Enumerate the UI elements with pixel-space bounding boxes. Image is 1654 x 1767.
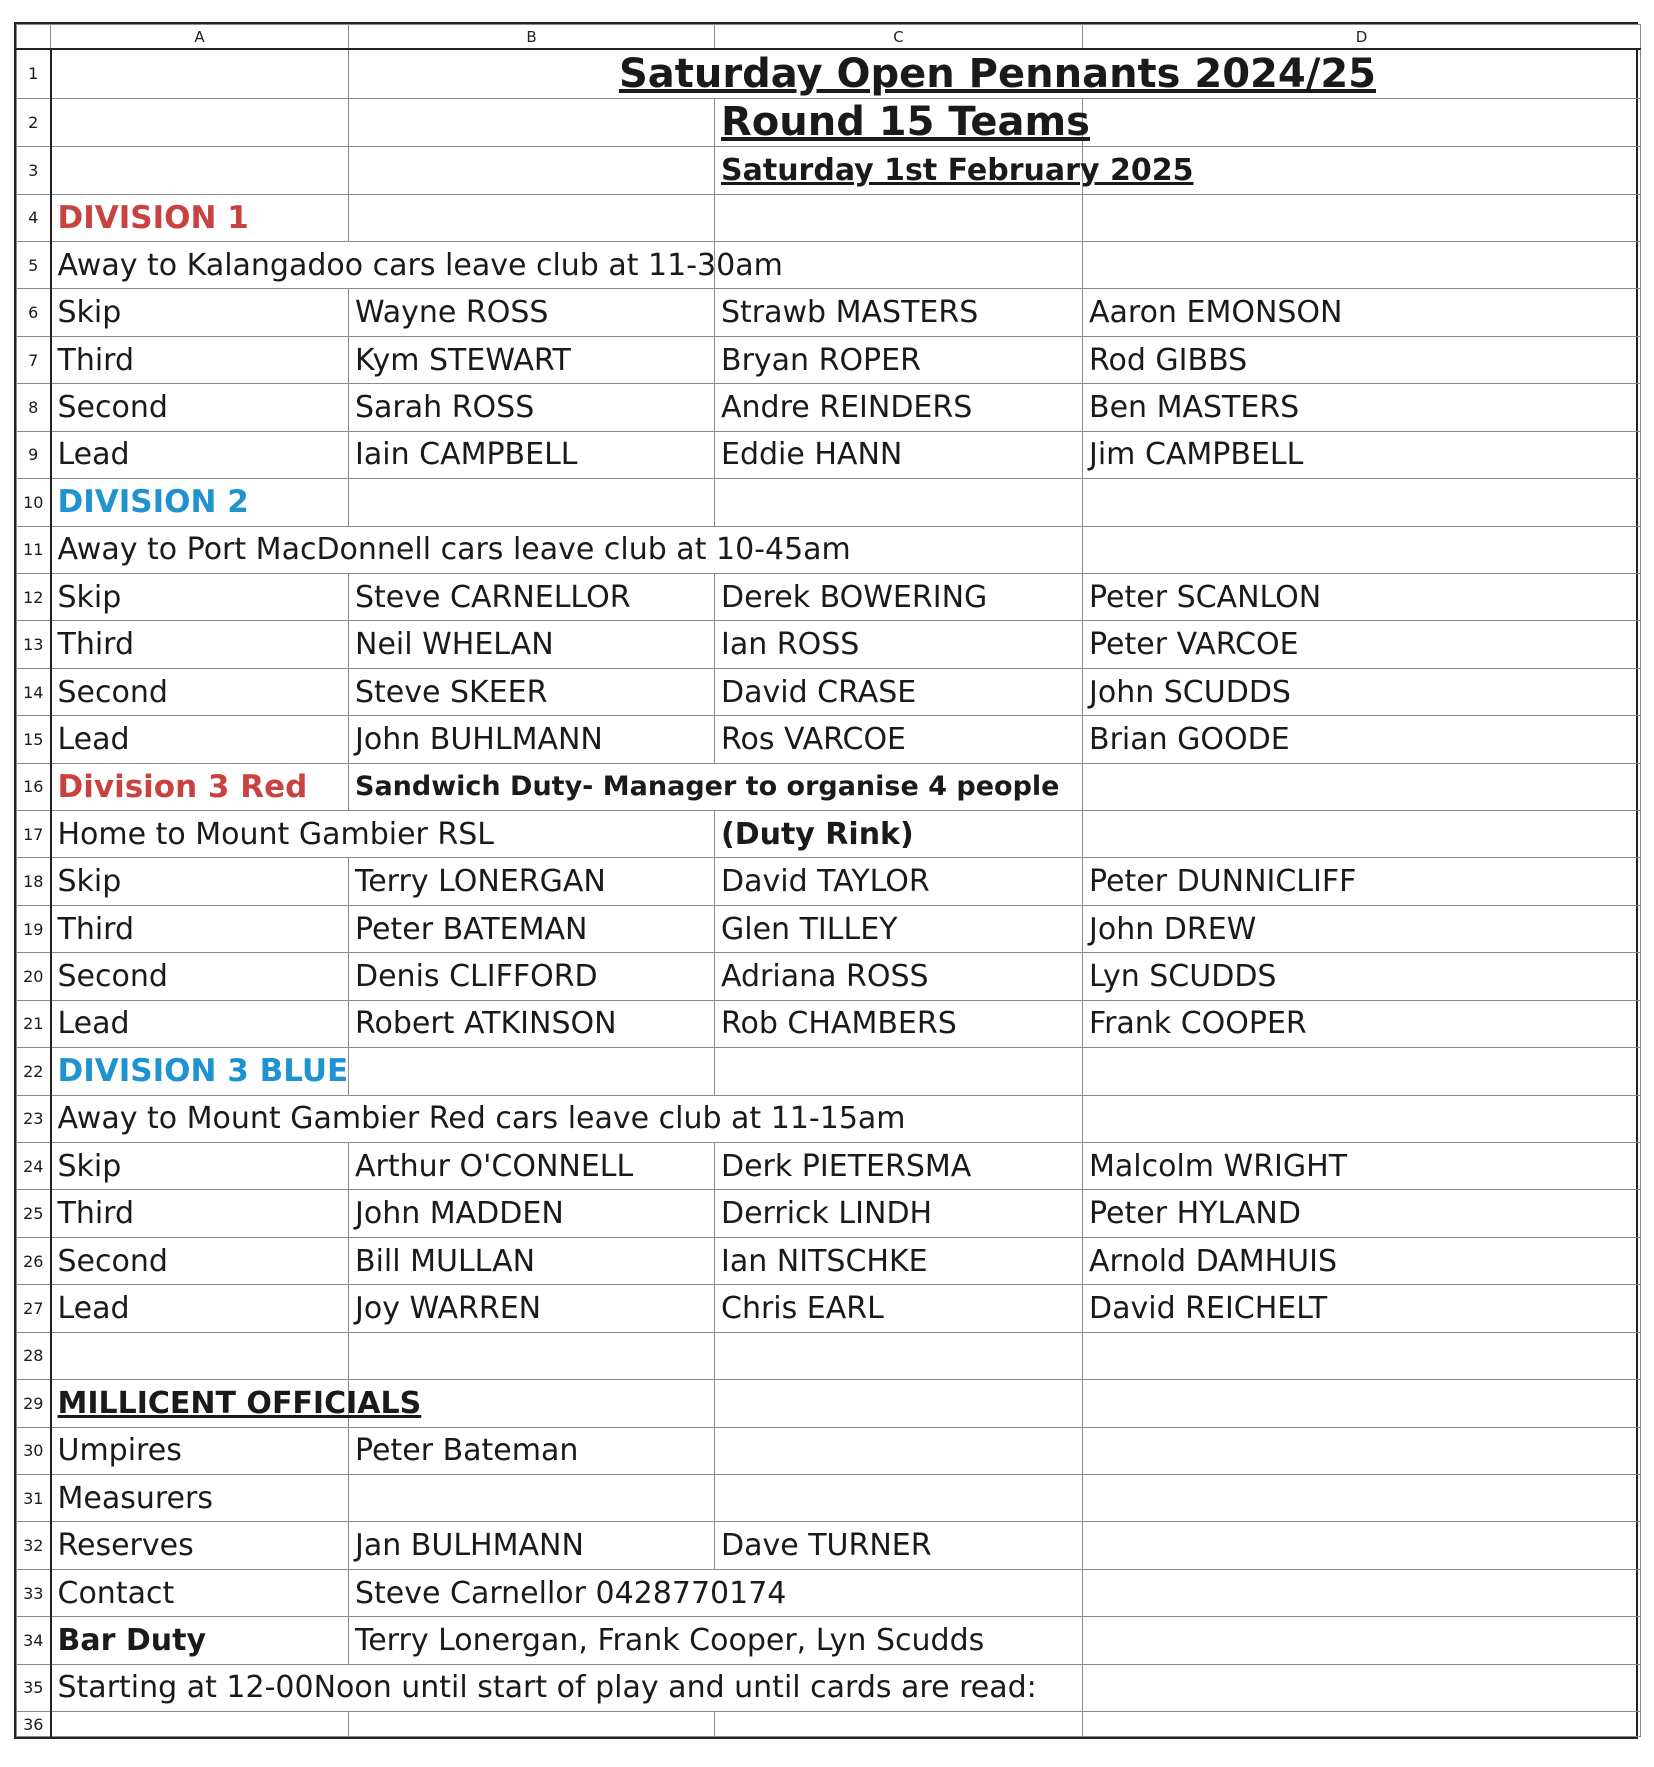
position-cell[interactable]: Third xyxy=(51,1190,349,1237)
player-cell[interactable]: Wayne ROSS xyxy=(349,289,715,336)
cell-b31[interactable] xyxy=(349,1474,715,1521)
division-2-info[interactable]: Away to Port MacDonnell cars leave club at 10-45am xyxy=(51,526,1083,573)
team-row xyxy=(17,289,1641,336)
player-cell[interactable]: Jim CAMPBELL xyxy=(1083,431,1641,478)
row-number[interactable]: 34 xyxy=(17,1617,51,1664)
row-number[interactable]: 27 xyxy=(17,1285,51,1332)
column-header-c[interactable]: C xyxy=(715,25,1083,50)
cell-c10[interactable] xyxy=(715,479,1083,526)
player-cell[interactable]: Ian ROSS xyxy=(715,621,1083,668)
player-cell[interactable]: Frank COOPER xyxy=(1083,1000,1641,1047)
cell-d5[interactable] xyxy=(1083,242,1641,289)
cell-a1[interactable] xyxy=(51,49,349,98)
position-cell[interactable]: Second xyxy=(51,953,349,1000)
player-cell[interactable]: Terry LONERGAN xyxy=(349,858,715,905)
team-row xyxy=(17,621,1641,668)
position-cell[interactable]: Third xyxy=(51,905,349,952)
cell-c30[interactable] xyxy=(715,1427,1083,1474)
cell-d31[interactable] xyxy=(1083,1474,1641,1521)
cell-d36[interactable] xyxy=(1083,1712,1641,1737)
row-4 xyxy=(17,194,1641,241)
cell-d35[interactable] xyxy=(1083,1664,1641,1711)
row-10 xyxy=(17,479,1641,526)
cell-d4[interactable] xyxy=(1083,194,1641,241)
cell-b2[interactable] xyxy=(349,98,715,146)
player-cell[interactable]: Peter SCANLON xyxy=(1083,573,1641,620)
team-row xyxy=(17,1237,1641,1284)
player-cell[interactable]: Steve CARNELLOR xyxy=(349,573,715,620)
row-number[interactable]: 1 xyxy=(17,49,51,98)
player-cell[interactable]: John DREW xyxy=(1083,905,1641,952)
division-3-red-heading[interactable]: Division 3 Red xyxy=(51,763,349,810)
cell-c22[interactable] xyxy=(715,1048,1083,1095)
row-number[interactable]: 7 xyxy=(17,336,51,383)
row-33 xyxy=(17,1569,1641,1616)
team-row xyxy=(17,953,1641,1000)
player-cell[interactable]: Peter HYLAND xyxy=(1083,1190,1641,1237)
row-number[interactable]: 25 xyxy=(17,1190,51,1237)
cell-b3[interactable] xyxy=(349,147,715,194)
contact-label[interactable]: Contact xyxy=(51,1569,349,1616)
cell-b10[interactable] xyxy=(349,479,715,526)
row-number[interactable]: 26 xyxy=(17,1237,51,1284)
player-cell[interactable]: Ros VARCOE xyxy=(715,716,1083,763)
position-cell[interactable]: Third xyxy=(51,336,349,383)
cell-d17[interactable] xyxy=(1083,811,1641,858)
row-number[interactable]: 36 xyxy=(17,1712,51,1737)
division-1-heading[interactable]: DIVISION 1 xyxy=(51,194,349,241)
sandwich-duty-note[interactable]: Sandwich Duty- Manager to organise 4 people xyxy=(349,763,1083,810)
round-title[interactable]: Round 15 Teams xyxy=(715,98,1083,146)
row-23 xyxy=(17,1095,1641,1142)
row-number[interactable]: 6 xyxy=(17,289,51,336)
player-cell[interactable]: Ben MASTERS xyxy=(1083,384,1641,431)
team-row xyxy=(17,1285,1641,1332)
cell-d2[interactable] xyxy=(1083,98,1641,146)
row-number[interactable]: 16 xyxy=(17,763,51,810)
reserve-player-2[interactable]: Dave TURNER xyxy=(715,1522,1083,1569)
date-subtitle[interactable]: Saturday 1st February 2025 xyxy=(715,147,1083,194)
cell-a28[interactable] xyxy=(51,1332,349,1379)
reserve-player-1[interactable]: Jan BULHMANN xyxy=(349,1522,715,1569)
row-number[interactable]: 5 xyxy=(17,242,51,289)
row-22 xyxy=(17,1048,1641,1095)
team-row xyxy=(17,716,1641,763)
cell-a36[interactable] xyxy=(51,1712,349,1737)
player-cell[interactable]: Peter DUNNICLIFF xyxy=(1083,858,1641,905)
row-number[interactable]: 24 xyxy=(17,1143,51,1190)
team-row xyxy=(17,1143,1641,1190)
cell-b36[interactable] xyxy=(349,1712,715,1737)
player-cell[interactable]: Bryan ROPER xyxy=(715,336,1083,383)
player-cell[interactable]: Adriana ROSS xyxy=(715,953,1083,1000)
player-cell[interactable]: Robert ATKINSON xyxy=(349,1000,715,1047)
player-cell[interactable]: Glen TILLEY xyxy=(715,905,1083,952)
sheet-title[interactable]: Saturday Open Pennants 2024/25 xyxy=(349,49,1641,98)
row-36 xyxy=(17,1712,1641,1737)
player-cell[interactable]: Joy WARREN xyxy=(349,1285,715,1332)
division-2-heading[interactable]: DIVISION 2 xyxy=(51,479,349,526)
row-5 xyxy=(17,242,1641,289)
division-3-blue-info[interactable]: Away to Mount Gambier Red cars leave club at 11-15am xyxy=(51,1095,1083,1142)
player-cell[interactable]: Sarah ROSS xyxy=(349,384,715,431)
player-cell[interactable]: Lyn SCUDDS xyxy=(1083,953,1641,1000)
player-cell[interactable]: Steve SKEER xyxy=(349,668,715,715)
row-number[interactable]: 32 xyxy=(17,1522,51,1569)
column-header-a[interactable]: A xyxy=(51,25,349,50)
team-row xyxy=(17,1190,1641,1237)
row-16 xyxy=(17,763,1641,810)
player-cell[interactable]: Derek BOWERING xyxy=(715,573,1083,620)
player-cell[interactable]: Ian NITSCHKE xyxy=(715,1237,1083,1284)
row-number[interactable]: 4 xyxy=(17,194,51,241)
row-30 xyxy=(17,1427,1641,1474)
cell-d33[interactable] xyxy=(1083,1569,1641,1616)
cell-c29[interactable] xyxy=(715,1380,1083,1427)
player-cell[interactable]: Strawb MASTERS xyxy=(715,289,1083,336)
player-cell[interactable]: Neil WHELAN xyxy=(349,621,715,668)
row-34 xyxy=(17,1617,1641,1664)
corner-cell[interactable] xyxy=(17,25,51,50)
player-cell[interactable]: Eddie HANN xyxy=(715,431,1083,478)
row-number[interactable]: 2 xyxy=(17,98,51,146)
row-number[interactable]: 31 xyxy=(17,1474,51,1521)
player-cell[interactable]: Bill MULLAN xyxy=(349,1237,715,1284)
position-cell[interactable]: Skip xyxy=(51,573,349,620)
position-cell[interactable]: Second xyxy=(51,1237,349,1284)
row-number[interactable]: 9 xyxy=(17,431,51,478)
position-cell[interactable]: Second xyxy=(51,668,349,715)
spreadsheet xyxy=(14,22,1638,1739)
cell-b28[interactable] xyxy=(349,1332,715,1379)
cell-b4[interactable] xyxy=(349,194,715,241)
player-cell[interactable]: David TAYLOR xyxy=(715,858,1083,905)
position-cell[interactable]: Lead xyxy=(51,1000,349,1047)
row-number[interactable]: 13 xyxy=(17,621,51,668)
player-cell[interactable]: Denis CLIFFORD xyxy=(349,953,715,1000)
officials-heading[interactable]: MILLICENT OFFICIALS xyxy=(51,1380,349,1427)
cell-c36[interactable] xyxy=(715,1712,1083,1737)
player-cell[interactable]: Aaron EMONSON xyxy=(1083,289,1641,336)
player-cell[interactable]: Arnold DAMHUIS xyxy=(1083,1237,1641,1284)
position-cell[interactable]: Third xyxy=(51,621,349,668)
row-number[interactable]: 19 xyxy=(17,905,51,952)
cell-c31[interactable] xyxy=(715,1474,1083,1521)
row-number[interactable]: 14 xyxy=(17,668,51,715)
position-cell[interactable]: Skip xyxy=(51,289,349,336)
team-row xyxy=(17,1000,1641,1047)
position-cell[interactable]: Lead xyxy=(51,1285,349,1332)
row-number[interactable]: 33 xyxy=(17,1569,51,1616)
contact-value[interactable]: Steve Carnellor 0428770174 xyxy=(349,1569,1083,1616)
row-number[interactable]: 29 xyxy=(17,1380,51,1427)
duty-rink-label[interactable]: (Duty Rink) xyxy=(715,811,1083,858)
team-row xyxy=(17,905,1641,952)
row-number[interactable]: 17 xyxy=(17,811,51,858)
player-cell[interactable]: Andre REINDERS xyxy=(715,384,1083,431)
player-cell[interactable]: John SCUDDS xyxy=(1083,668,1641,715)
player-cell[interactable]: Chris EARL xyxy=(715,1285,1083,1332)
bar-duty-label[interactable]: Bar Duty xyxy=(51,1617,349,1664)
player-cell[interactable]: Arthur O'CONNELL xyxy=(349,1143,715,1190)
row-28 xyxy=(17,1332,1641,1379)
bar-duty-value[interactable]: Terry Lonergan, Frank Cooper, Lyn Scudds xyxy=(349,1617,1083,1664)
division-1-info[interactable]: Away to Kalangadoo cars leave club at 11-30am xyxy=(51,242,715,289)
column-header-b[interactable]: B xyxy=(349,25,715,50)
measurers-label[interactable]: Measurers xyxy=(51,1474,349,1521)
bar-duty-times[interactable]: Starting at 12-00Noon until start of play and until cards are read: xyxy=(51,1664,1083,1711)
row-number[interactable]: 35 xyxy=(17,1664,51,1711)
cell-b22[interactable] xyxy=(349,1048,715,1095)
team-row xyxy=(17,384,1641,431)
column-header-d[interactable]: D xyxy=(1083,25,1641,50)
reserves-label[interactable]: Reserves xyxy=(51,1522,349,1569)
row-number[interactable]: 12 xyxy=(17,573,51,620)
cell-d28[interactable] xyxy=(1083,1332,1641,1379)
team-row xyxy=(17,858,1641,905)
player-cell[interactable]: Iain CAMPBELL xyxy=(349,431,715,478)
row-2 xyxy=(17,98,1641,146)
row-number[interactable]: 21 xyxy=(17,1000,51,1047)
row-29 xyxy=(17,1380,1641,1427)
team-row xyxy=(17,573,1641,620)
cell-d29[interactable] xyxy=(1083,1380,1641,1427)
team-row xyxy=(17,336,1641,383)
umpires-label[interactable]: Umpires xyxy=(51,1427,349,1474)
cell-c28[interactable] xyxy=(715,1332,1083,1379)
row-number[interactable]: 22 xyxy=(17,1048,51,1095)
division-3-blue-heading[interactable]: DIVISION 3 BLUE xyxy=(51,1048,349,1095)
spreadsheet-grid xyxy=(16,24,1641,1737)
player-cell[interactable]: Peter BATEMAN xyxy=(349,905,715,952)
position-cell[interactable]: Lead xyxy=(51,716,349,763)
row-number[interactable]: 3 xyxy=(17,147,51,194)
row-35 xyxy=(17,1664,1641,1711)
position-cell[interactable]: Second xyxy=(51,384,349,431)
cell-d34[interactable] xyxy=(1083,1617,1641,1664)
player-cell[interactable]: David REICHELT xyxy=(1083,1285,1641,1332)
position-cell[interactable]: Skip xyxy=(51,1143,349,1190)
cell-c4[interactable] xyxy=(715,194,1083,241)
row-number[interactable]: 23 xyxy=(17,1095,51,1142)
row-number[interactable]: 28 xyxy=(17,1332,51,1379)
cell-a3[interactable] xyxy=(51,147,349,194)
row-32 xyxy=(17,1522,1641,1569)
team-row xyxy=(17,668,1641,715)
player-cell[interactable]: Rob CHAMBERS xyxy=(715,1000,1083,1047)
player-cell[interactable]: Derk PIETERSMA xyxy=(715,1143,1083,1190)
row-31 xyxy=(17,1474,1641,1521)
player-cell[interactable]: Peter VARCOE xyxy=(1083,621,1641,668)
player-cell[interactable]: Malcolm WRIGHT xyxy=(1083,1143,1641,1190)
cell-d32[interactable] xyxy=(1083,1522,1641,1569)
cell-d16[interactable] xyxy=(1083,763,1641,810)
player-cell[interactable]: David CRASE xyxy=(715,668,1083,715)
row-number[interactable]: 30 xyxy=(17,1427,51,1474)
player-cell[interactable]: Brian GOODE xyxy=(1083,716,1641,763)
cell-d22[interactable] xyxy=(1083,1048,1641,1095)
row-11 xyxy=(17,526,1641,573)
row-number[interactable]: 10 xyxy=(17,479,51,526)
player-cell[interactable]: Derrick LINDH xyxy=(715,1190,1083,1237)
cell-d10[interactable] xyxy=(1083,479,1641,526)
umpires-value[interactable]: Peter Bateman xyxy=(349,1427,715,1474)
row-number[interactable]: 11 xyxy=(17,526,51,573)
row-3 xyxy=(17,147,1641,194)
cell-d11[interactable] xyxy=(1083,526,1641,573)
cell-d30[interactable] xyxy=(1083,1427,1641,1474)
player-cell[interactable]: Rod GIBBS xyxy=(1083,336,1641,383)
player-cell[interactable]: John MADDEN xyxy=(349,1190,715,1237)
position-cell[interactable]: Lead xyxy=(51,431,349,478)
division-3-red-info[interactable]: Home to Mount Gambier RSL xyxy=(51,811,715,858)
row-number[interactable]: 18 xyxy=(17,858,51,905)
position-cell[interactable]: Skip xyxy=(51,858,349,905)
player-cell[interactable]: John BUHLMANN xyxy=(349,716,715,763)
row-number[interactable]: 20 xyxy=(17,953,51,1000)
team-row xyxy=(17,431,1641,478)
cell-a2[interactable] xyxy=(51,98,349,146)
player-cell[interactable]: Kym STEWART xyxy=(349,336,715,383)
row-number[interactable]: 8 xyxy=(17,384,51,431)
row-1 xyxy=(17,49,1641,98)
cell-d23[interactable] xyxy=(1083,1095,1641,1142)
row-17 xyxy=(17,811,1641,858)
row-number[interactable]: 15 xyxy=(17,716,51,763)
